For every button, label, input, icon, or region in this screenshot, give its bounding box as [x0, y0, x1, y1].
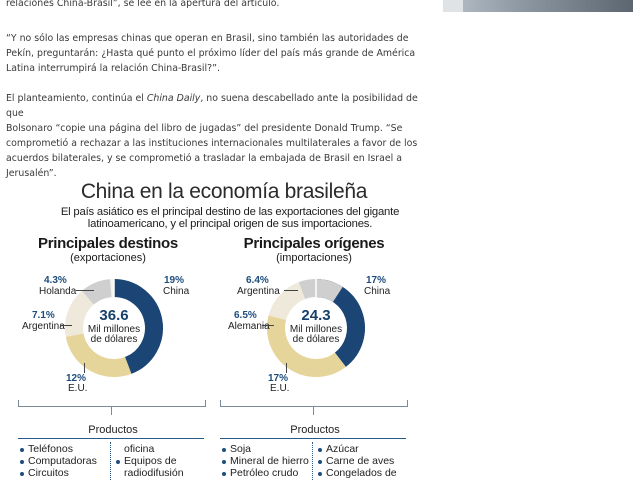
bullet-icon [20, 448, 24, 452]
left-bracket [18, 400, 206, 407]
left-center-unit [74, 325, 154, 345]
paragraph-3-line-2: Bolsonaro “copie una página del libro de jugadas” del presidente Donald Trump. “Se [6, 123, 403, 134]
paragraph-3 [6, 91, 426, 181]
right-label-china-country: China [364, 286, 391, 297]
p3-text-b: , no suena descabellado ante la posibilidad de que [6, 93, 418, 119]
left-label-argentina-country: Argentina [22, 321, 65, 332]
right-bracket [220, 400, 408, 407]
paragraph-2-line-3: Latina interrumpirá la relación China-Brasil?”. [6, 63, 220, 74]
right-product-3: Petróleo crudo [230, 467, 299, 479]
bullet-icon [222, 460, 226, 464]
right-product-2: Mineral de hierro [230, 455, 309, 467]
right-label-eu-country: E.U. [270, 383, 290, 394]
p3-text-a: El planteamiento, continúa el [6, 93, 147, 104]
right-products-rule [220, 438, 406, 439]
bullet-icon [20, 472, 24, 476]
bullet-icon [318, 448, 322, 452]
left-leader-eu [84, 363, 85, 373]
thumbnail-frame [443, 0, 463, 12]
left-unit-1: Mil millones [87, 324, 141, 335]
left-products-separator [110, 442, 111, 480]
left-label-china-country: China [163, 286, 190, 297]
paragraph-3-line-1 [6, 91, 426, 121]
left-label-eu-pct: 12% [66, 373, 87, 384]
left-label-holanda-country: Holanda [39, 286, 77, 297]
related-thumbnail[interactable] [443, 0, 633, 12]
bullet-icon [318, 472, 322, 476]
right-label-eu-pct: 17% [268, 373, 289, 384]
infographic-subtitle [50, 206, 410, 230]
paragraph-2 [6, 31, 426, 76]
left-product-4: oficina [124, 443, 155, 455]
right-label-argentina-country: Argentina [237, 286, 280, 297]
right-unit-2: de dólares [292, 334, 340, 345]
infographic [14, 180, 422, 480]
bullet-icon [318, 460, 322, 464]
left-label-argentina-pct: 7.1% [32, 310, 55, 321]
bullet-icon [222, 472, 226, 476]
left-product-6: radiodifusión [124, 467, 184, 479]
bullet-icon [20, 460, 24, 464]
left-product-3: Circuitos [28, 467, 69, 479]
left-product-1: Teléfonos [28, 443, 73, 455]
paragraph-3-line-3: comprometió a rechazar a las instituciones internacionales multilaterales a favor de los [6, 138, 418, 149]
right-label-alemania-pct: 6.5% [234, 310, 257, 321]
left-products-title: Productos [88, 424, 138, 436]
right-bracket-tick [313, 407, 314, 415]
right-unit-1: Mil millones [289, 324, 343, 335]
right-products-separator [312, 442, 313, 480]
right-center-unit [276, 325, 356, 345]
china-daily-emphasis: China Daily [146, 93, 201, 104]
subtitle-line-2: latinoamericano, y el principal origen de sus importaciones. [87, 218, 373, 230]
right-product-1: Soja [230, 443, 252, 455]
right-donut-slice-argentina [302, 288, 338, 294]
left-center-value: 36.6 [99, 307, 129, 324]
paragraph-2-line-1: “Y no sólo las empresas chinas que operan en Brasil, sino también las autoridades de [6, 33, 409, 44]
paragraph-3-line-4: acuerdos bilaterales, y se comprometió a trasladar la embajada de Brasil en Israel a [6, 153, 402, 164]
right-center-value: 24.3 [301, 307, 331, 324]
left-label-china-pct: 19% [164, 275, 185, 286]
paragraph-2-line-2: Pekín, preguntarán: ¿Hasta qué punto el próximo líder del país más grande de América [6, 48, 416, 59]
left-label-holanda-pct: 4.3% [44, 275, 67, 286]
left-bracket-tick [111, 407, 112, 415]
left-product-2: Computadoras [28, 455, 97, 467]
right-chart-subtitle: (importaciones) [276, 252, 352, 264]
right-product-4: Azúcar [326, 443, 359, 455]
right-products-title: Productos [290, 424, 340, 436]
bullet-icon [116, 460, 120, 464]
right-product-5: Carne de aves [326, 455, 395, 467]
left-leader-argentina [60, 325, 72, 326]
left-product-5: Equipos de [124, 455, 177, 467]
right-leader-eu [286, 363, 287, 373]
right-label-alemania-country: Alemania [228, 321, 270, 332]
bullet-icon [222, 448, 226, 452]
left-unit-2: de dólares [90, 334, 138, 345]
infographic-title: China en la economía brasileña [80, 180, 368, 203]
left-chart-subtitle: (exportaciones) [70, 252, 146, 264]
left-chart-title: Principales destinos [38, 235, 178, 252]
paragraph-3-line-5: Jerusalén”. [6, 168, 57, 179]
left-label-eu-country: E.U. [68, 383, 88, 394]
left-leader-holanda [76, 290, 94, 291]
paragraph-1: relaciones China-Brasil”, se lee en la apertura del artículo. [6, 0, 280, 9]
right-chart-title: Principales orígenes [243, 235, 385, 252]
right-label-china-pct: 17% [366, 275, 387, 286]
right-product-6: Congelados de [326, 467, 397, 479]
right-leader-alemania [262, 325, 274, 326]
right-leader-argentina [284, 290, 298, 291]
left-products-rule [18, 438, 204, 439]
subtitle-line-1: El país asiático es el principal destino de las exportaciones del gigante [60, 206, 400, 218]
right-label-argentina-pct: 6.4% [246, 275, 269, 286]
